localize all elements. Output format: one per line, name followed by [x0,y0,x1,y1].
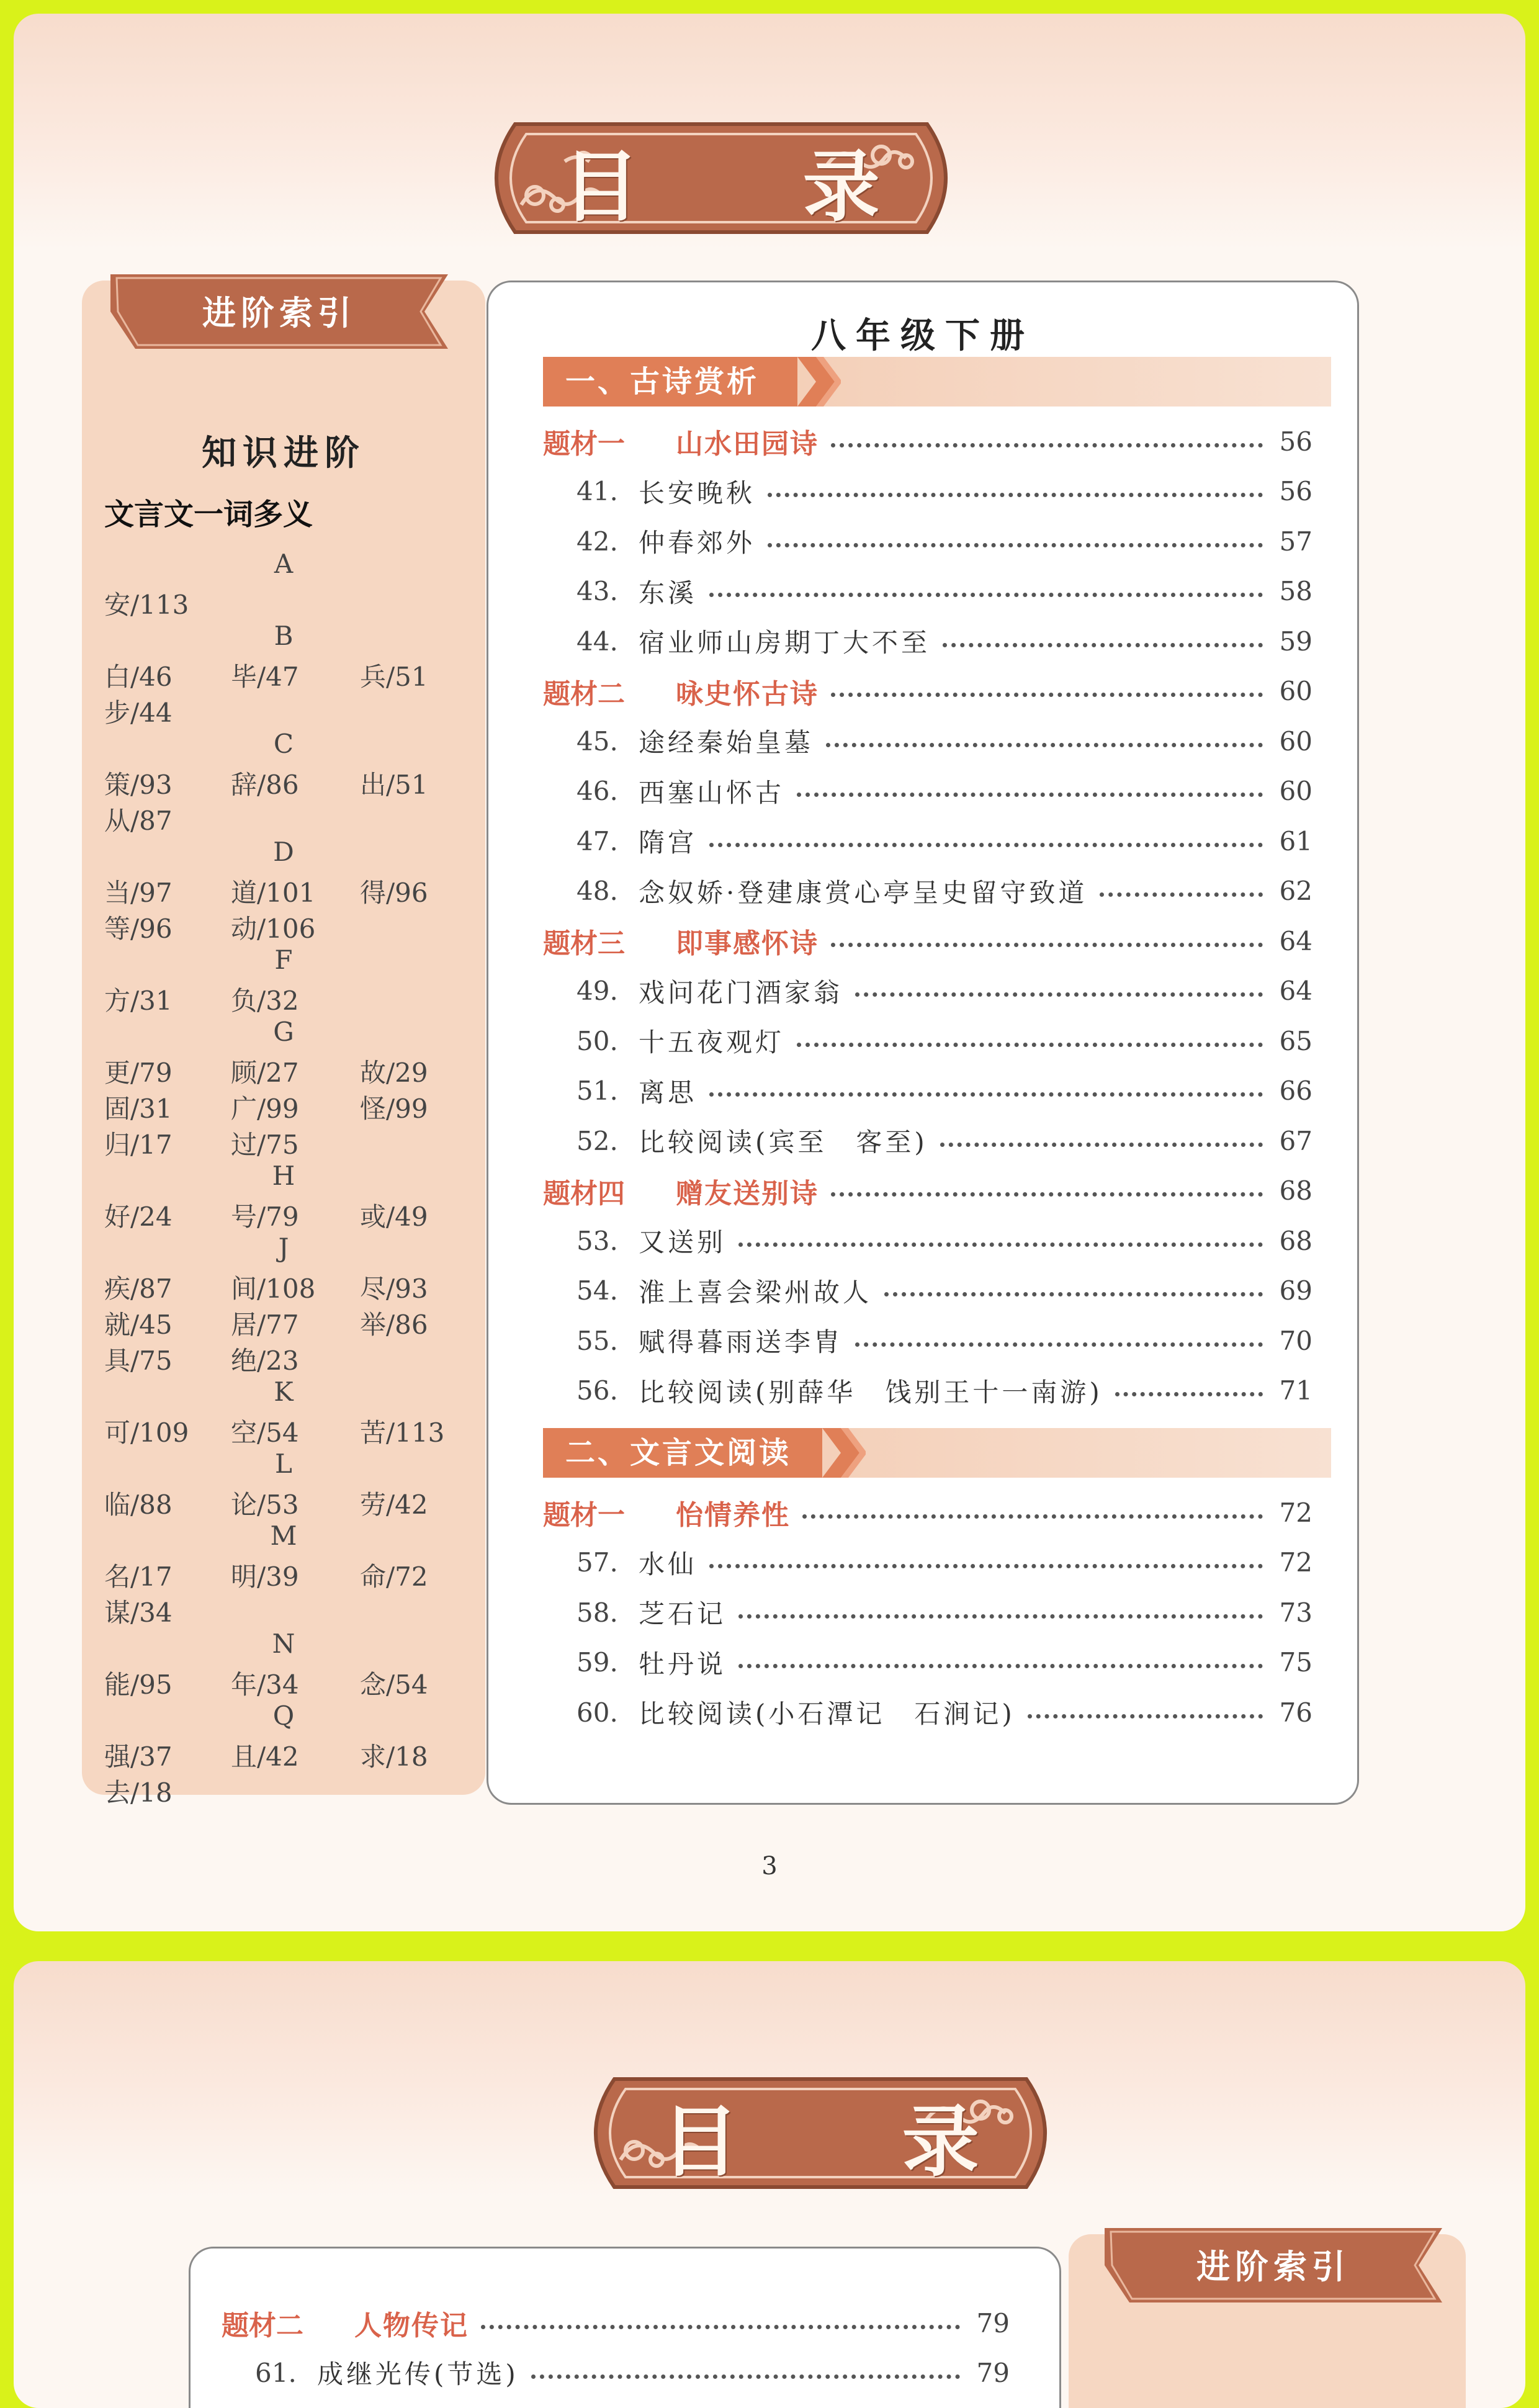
chevron-right-icon [822,1428,866,1478]
index-entry: 顾/27 [231,1058,299,1088]
topic-label: 题材二 [543,678,625,710]
leader-dots [531,2374,960,2379]
leader-dots [709,593,1263,597]
toc-item-row [577,973,1312,1010]
item-number: 57. [577,1547,618,1578]
index-entry: 从/87 [104,806,173,836]
leader-dots [1115,1392,1263,1396]
index-entry: 当/97 [104,878,173,908]
leader-dots [709,1564,1263,1568]
topic-title: 怡情养性 [676,1499,790,1531]
item-title: 水仙 [639,1548,698,1579]
index-tab-label-2: 进阶索引 [1196,2247,1350,2286]
item-title: 东溪 [639,577,698,608]
toc-item-row [577,1644,1312,1681]
page-ref: 60 [1279,676,1312,706]
page-ref: 62 [1279,876,1312,906]
leader-dots [738,1614,1263,1619]
index-entry: 可/109 [104,1417,189,1448]
section-label: 一、古诗赏析 [543,357,797,407]
index-subheading: 文言文一词多义 [104,497,313,532]
toc-topic-row [543,1172,1312,1210]
page-ref: 72 [1279,1547,1312,1578]
toc-topic-row [222,2304,1010,2342]
item-number: 49. [577,976,618,1006]
item-number: 50. [577,1025,618,1056]
toc-item-row [577,1372,1312,1409]
item-title: 又送别 [639,1227,727,1257]
item-title: 十五夜观灯 [639,1027,785,1058]
index-letter: H [272,1161,295,1191]
item-number: 48. [577,876,618,906]
page-ref: 79 [976,2357,1010,2388]
item-number: 56. [577,1375,618,1406]
item-number: 60. [577,1697,618,1728]
index-entry: 或/49 [360,1202,428,1232]
leader-dots [943,643,1263,647]
index-entry: 求/18 [360,1741,428,1772]
page-ref: 73 [1279,1597,1312,1628]
section-label: 二、文言文阅读 [543,1428,822,1478]
index-entry: 号/79 [231,1202,299,1232]
item-title: 宿业师山房期丁大不至 [639,627,931,658]
item-number: 42. [577,526,618,557]
leader-dots [768,543,1263,547]
topic-title: 赠友送别诗 [676,1177,819,1210]
toc-topic-row [543,922,1312,959]
index-entry: 举/86 [360,1310,428,1340]
toc-item-row [577,1272,1312,1310]
index-entry: 过/75 [231,1130,299,1160]
index-entry: 好/24 [104,1202,173,1232]
index-letter: A [274,549,294,579]
leader-dots [826,743,1263,747]
item-number: 55. [577,1325,618,1356]
topic-title: 人物传记 [354,2310,469,2342]
toc-item-row [577,1022,1312,1059]
leader-dots [1100,892,1263,897]
toc-topic-row [543,1494,1312,1531]
item-number: 45. [577,726,618,757]
index-entry: 能/95 [104,1669,173,1700]
page-ref: 67 [1279,1125,1312,1156]
index-tab-2 [1105,2228,1442,2302]
toc-item-row [577,1322,1312,1359]
leader-dots [709,1092,1263,1097]
leader-dots [738,1242,1263,1247]
item-title: 芝石记 [639,1599,727,1629]
index-entry: 白/46 [104,662,173,692]
item-number: 51. [577,1076,618,1106]
leader-dots [855,1342,1263,1347]
leader-dots [831,443,1263,447]
index-entry: 劳/42 [360,1489,428,1520]
item-number: 44. [577,626,618,657]
page-ref: 68 [1279,1225,1312,1256]
page-ref: 79 [976,2307,1010,2338]
index-entry: 故/29 [360,1058,428,1088]
item-title: 淮上喜会梁州故人 [639,1277,873,1308]
index-heading: 知识进阶 [202,433,366,474]
item-title: 比较阅读(宾至 客至) [639,1127,928,1157]
index-letter: M [270,1521,297,1551]
index-entry: 尽/93 [360,1274,428,1304]
index-entry: 得/96 [360,878,428,908]
section-header [543,357,1331,407]
index-panel [82,281,485,1808]
item-title: 途经秦始皇墓 [639,727,814,758]
index-entry: 临/88 [104,1489,173,1520]
index-letter: K [274,1377,294,1407]
leader-dots [831,943,1263,947]
page-ref: 64 [1279,976,1312,1006]
page-ref: 64 [1279,925,1312,956]
toc-item-row [577,773,1312,810]
index-panel-2 [1069,2234,1466,2408]
index-entry: 论/53 [231,1489,299,1520]
index-tab [110,274,448,349]
index-letter: C [273,729,294,759]
index-letter: L [275,1449,292,1479]
topic-title: 即事感怀诗 [676,928,819,959]
index-entry: 动/106 [231,914,316,944]
page-ref: 68 [1279,1175,1312,1206]
index-entry: 安/113 [104,590,189,620]
leader-dots [709,843,1263,847]
toc-item-row [577,1594,1312,1631]
index-entry: 怪/99 [360,1094,428,1124]
toc-topic-row [543,673,1312,710]
item-title: 西塞山怀古 [639,777,785,808]
index-entry: 强/37 [104,1741,173,1772]
index-entry: 居/77 [231,1310,299,1340]
page-ref: 58 [1279,576,1312,606]
leader-dots [738,1664,1263,1668]
toc-topic-row [543,423,1312,460]
section-header [543,1428,1331,1478]
contents-title: 目 录 [562,143,948,232]
index-entry: 命/72 [360,1561,428,1592]
index-entry: 出/51 [360,770,428,800]
toc-item-row [577,523,1312,560]
page-ref: 60 [1279,726,1312,757]
index-entry: 谋/34 [104,1597,173,1628]
item-title: 念奴娇·登建康赏心亭呈史留守致道 [639,877,1088,908]
leader-dots [1028,1714,1263,1718]
book-page-2 [14,1961,1525,2408]
page-ref: 57 [1279,526,1312,557]
index-entry: 就/45 [104,1310,173,1340]
index-entry: 名/17 [104,1561,173,1592]
toc-item-row [577,473,1312,510]
leader-dots [797,793,1263,797]
page-ref: 72 [1279,1497,1312,1528]
item-number: 46. [577,776,618,806]
item-number: 54. [577,1275,618,1306]
item-title: 长安晚秋 [639,477,756,508]
index-entry: 空/54 [231,1417,299,1448]
index-entry: 绝/23 [231,1346,299,1376]
index-entry: 去/18 [104,1777,173,1808]
item-title: 比较阅读(别薛华 饯别王十一南游) [639,1377,1103,1408]
index-entry: 念/54 [360,1669,428,1700]
index-entry: 道/101 [231,878,316,908]
item-number: 53. [577,1225,618,1256]
page-ref: 56 [1279,476,1312,506]
item-number: 61. [255,2357,297,2388]
toc-item-row [577,1222,1312,1259]
toc-item-row [577,1122,1312,1159]
index-entry: 且/42 [231,1741,299,1772]
item-number: 41. [577,476,618,506]
item-number: 47. [577,825,618,856]
item-number: 59. [577,1647,618,1678]
grade-title: 八年级下册 [811,316,1034,356]
index-letter: D [273,837,294,867]
index-tab-label: 进阶索引 [202,294,356,333]
item-title: 成继光传(节选) [317,2359,519,2389]
item-title: 离思 [639,1077,698,1108]
item-title: 牡丹说 [639,1648,727,1679]
leader-dots [855,992,1263,997]
index-entry: 间/108 [231,1274,316,1304]
item-title: 赋得暮雨送李胄 [639,1327,843,1357]
topic-label: 题材四 [543,1177,625,1210]
index-entry: 明/39 [231,1561,299,1592]
item-number: 43. [577,576,618,606]
leader-dots [831,693,1263,697]
index-letter: Q [272,1700,295,1731]
page-ref: 65 [1279,1025,1312,1056]
index-entry: 更/79 [104,1058,173,1088]
index-letter: F [274,945,293,975]
topic-title: 山水田园诗 [676,428,819,460]
index-entry: 辞/86 [231,770,299,800]
toc-item-row [577,622,1312,660]
page-ref: 56 [1279,426,1312,457]
toc-item-row [577,1544,1312,1581]
index-entry: 固/31 [104,1094,173,1124]
index-entry: 毕/47 [231,662,299,692]
page-number: 3 [761,1852,778,1880]
index-entry: 年/34 [231,1669,299,1700]
page-ref: 70 [1279,1325,1312,1356]
page-ref: 60 [1279,776,1312,806]
leader-dots [831,1192,1263,1197]
contents-title-banner-2 [577,2067,1064,2199]
leader-dots [940,1143,1263,1147]
index-entry: 策/93 [104,770,173,800]
page-ref: 69 [1279,1275,1312,1306]
index-letter: B [274,621,294,651]
index-entry: 归/17 [104,1130,173,1160]
index-entry: 等/96 [104,914,173,944]
item-number: 58. [577,1597,618,1628]
item-title: 隋宫 [639,827,698,858]
topic-title: 咏史怀古诗 [676,678,819,710]
item-title: 戏问花门酒家翁 [639,977,843,1008]
topic-label: 题材三 [543,928,625,959]
page-ref: 71 [1279,1375,1312,1406]
index-entry: 具/75 [104,1346,173,1376]
index-entry: 兵/51 [360,662,428,692]
page-ref: 66 [1279,1076,1312,1106]
leader-dots [802,1514,1263,1519]
page-ref: 59 [1279,626,1312,657]
page-ref: 75 [1279,1647,1312,1678]
chevron-right-icon [797,357,841,407]
contents-panel-2 [189,2247,1061,2408]
leader-dots [768,493,1263,497]
index-entry: 疾/87 [104,1274,173,1304]
leader-dots [797,1043,1263,1047]
index-letter: J [278,1233,289,1263]
page-ref: 76 [1279,1697,1312,1728]
index-entry: 步/44 [104,698,173,728]
book-page-1 [14,14,1525,1931]
index-letter: G [273,1017,294,1047]
toc-item-row [577,1694,1312,1731]
topic-label: 题材一 [543,1499,625,1531]
index-entry: 方/31 [104,986,173,1016]
index-entry: 负/32 [231,986,299,1016]
leader-dots [481,2325,960,2329]
index-letter: N [272,1629,295,1659]
topic-label: 题材二 [222,2310,303,2342]
toc-item-row [577,722,1312,760]
index-entry: 苦/113 [360,1417,445,1448]
item-title: 比较阅读(小石潭记 石涧记) [639,1699,1015,1729]
index-entry: 广/99 [231,1094,299,1124]
toc-item-row [577,573,1312,610]
page-ref: 61 [1279,825,1312,856]
toc-item-row [577,822,1312,860]
contents-title-2: 目 录 [662,2098,1048,2187]
contents-panel [487,281,1359,1805]
toc-item-row [255,2354,1010,2391]
item-title: 仲春郊外 [639,528,756,558]
topic-label: 题材一 [543,428,625,460]
toc-item-row [577,1072,1312,1110]
item-number: 52. [577,1125,618,1156]
contents-title-banner [478,112,964,245]
leader-dots [884,1292,1263,1296]
toc-item-row [577,873,1312,910]
